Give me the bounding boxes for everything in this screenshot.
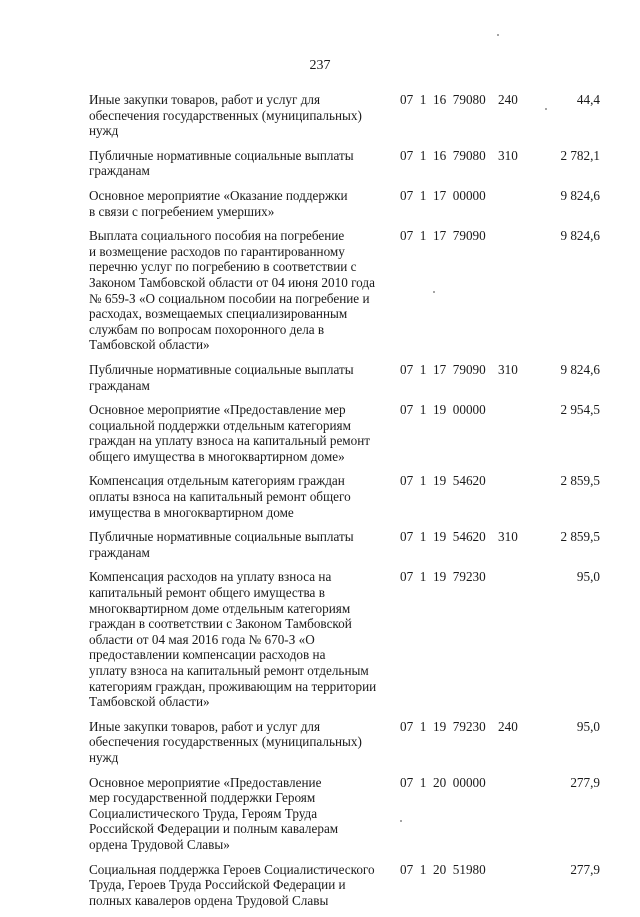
- row-expense-type: 310: [498, 361, 518, 377]
- row-name: Основное мероприятие «Предоставление мер социальной поддержки отдельным категориям граждан на уплату взноса на капитальный ремонт общего имущества в многоквартирном доме»: [89, 402, 371, 464]
- row-amount: 277,9: [570, 774, 600, 790]
- row-amount: 2 859,5: [560, 529, 600, 545]
- row-expense-type: 310: [498, 529, 518, 545]
- row-code: 07 1 16 79080: [400, 147, 486, 163]
- row-name: Иные закупки товаров, работ и услуг для обеспечения государственных (муниципальных) нужд: [89, 92, 362, 139]
- table-row: [0, 775, 640, 853]
- row-code: 07 1 17 79090: [400, 228, 486, 244]
- row-code: 07 1 19 79230: [400, 569, 486, 585]
- row-code: 07 1 17 79090: [400, 361, 486, 377]
- row-expense-type: 240: [498, 92, 518, 107]
- table-row: [0, 402, 640, 464]
- row-name: Социальная поддержка Героев Социалистического Труда, Героев Труда Российской Федерации и полных кавалеров ордена Трудовой Славы: [89, 861, 375, 908]
- table-row: [0, 362, 640, 393]
- scan-speck: [545, 108, 547, 110]
- scan-speck: [433, 291, 435, 293]
- table-row: [0, 529, 640, 560]
- row-amount: 9 824,6: [560, 187, 600, 203]
- row-name: Основное мероприятие «Оказание поддержки в связи с погребением умерших»: [89, 187, 348, 219]
- row-name: Выплата социального пособия на погребение и возмещение расходов по гарантированному перечню услуг по погребению в соответствии с Законом Тамбовской области от 04 июня 2010 года № 659-З «О социальном пособии на погребение и расходах, возмещаемых специализированным службам по вопросам похоронного дела в Тамбовской области»: [89, 228, 375, 353]
- row-amount: 277,9: [570, 861, 600, 877]
- page-number: 237: [309, 58, 331, 73]
- row-amount: 9 824,6: [560, 228, 600, 244]
- scan-speck: [497, 34, 499, 36]
- table-row: [0, 719, 640, 766]
- table-row: [0, 569, 640, 709]
- row-code: 07 1 19 79230: [400, 718, 486, 734]
- row-expense-type: 310: [498, 147, 518, 163]
- table-row: [0, 148, 640, 179]
- row-code: 07 1 19 54620: [400, 529, 486, 545]
- row-code: 07 1 20 51980: [400, 861, 486, 877]
- row-code: 07 1 19 54620: [400, 473, 486, 489]
- row-code: 07 1 20 00000: [400, 774, 486, 790]
- row-amount: 2 954,5: [560, 402, 600, 418]
- row-amount: 95,0: [576, 569, 600, 585]
- row-expense-type: 240: [498, 718, 518, 734]
- budget-table: [0, 92, 640, 917]
- row-name: Компенсация отдельным категориям граждан оплаты взноса на капитальный ремонт общего имущества в многоквартирном доме: [89, 473, 351, 520]
- row-name: Публичные нормативные социальные выплаты гражданам: [89, 147, 354, 179]
- row-code: 07 1 17 00000: [400, 187, 486, 203]
- row-name: Публичные нормативные социальные выплаты гражданам: [89, 361, 354, 393]
- row-amount: 2 859,5: [560, 473, 600, 489]
- row-name: Иные закупки товаров, работ и услуг для обеспечения государственных (муниципальных) нужд: [89, 718, 362, 765]
- table-row: [0, 92, 640, 139]
- table-row: [0, 473, 640, 520]
- row-code: 07 1 16 79080: [400, 92, 486, 107]
- row-name: Компенсация расходов на уплату взноса на капитальный ремонт общего имущества в многоквартирном доме отдельным категориям граждан в соответствии с Законом Тамбовской области от 04 мая 2016 года № 670-З «О предоставлении компенсации расходов на уплату взноса на капитальный ремонт отдельным категориям граждан, проживающим на территории Тамбовской области»: [89, 569, 377, 710]
- row-amount: 2 782,1: [560, 147, 600, 163]
- table-row: [0, 188, 640, 219]
- row-amount: 44,4: [576, 92, 600, 107]
- table-row: [0, 862, 640, 909]
- row-amount: 9 824,6: [560, 361, 600, 377]
- row-name: Публичные нормативные социальные выплаты гражданам: [89, 529, 354, 560]
- row-code: 07 1 19 00000: [400, 402, 486, 418]
- table-row: [0, 228, 640, 353]
- row-name: Основное мероприятие «Предоставление мер государственной поддержки Героям Социалистического Труда, Героям Труда Российской Федерации и полным кавалерам ордена Трудовой Славы»: [89, 774, 339, 852]
- scan-speck: [400, 820, 402, 822]
- row-amount: 95,0: [576, 718, 600, 734]
